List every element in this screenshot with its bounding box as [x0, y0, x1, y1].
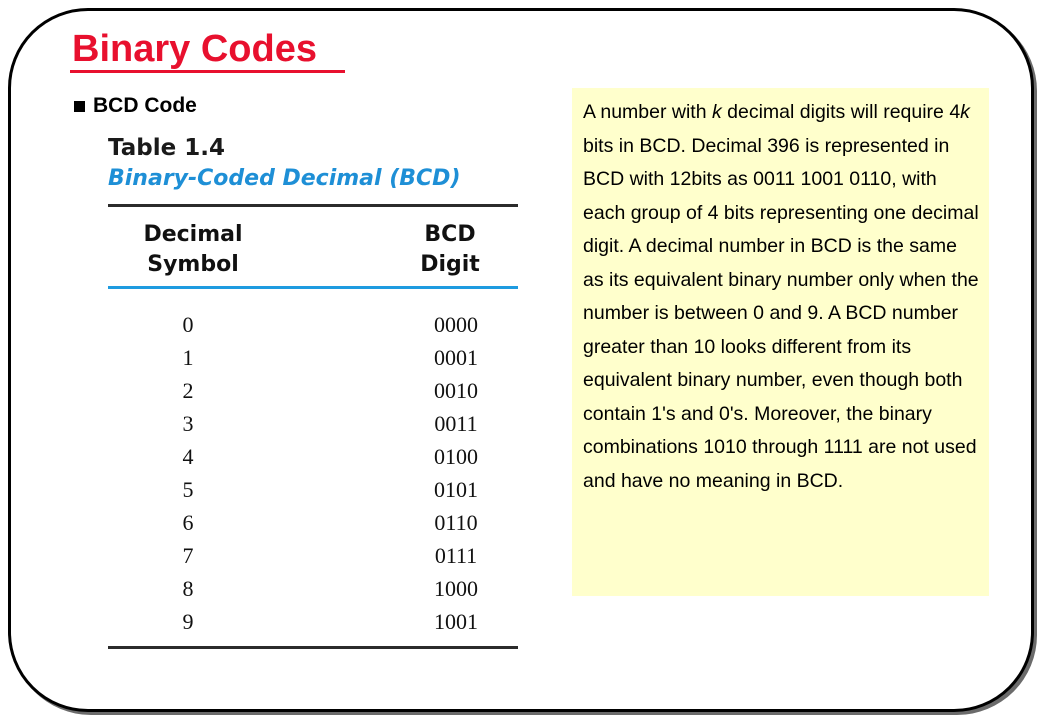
- decimal-cell: 5: [182, 477, 194, 502]
- bcd-cell: 0110: [434, 510, 478, 535]
- decimal-cell: 7: [182, 543, 194, 568]
- table-row: [108, 473, 518, 506]
- table-row: [108, 341, 518, 374]
- decimal-cell: 8: [182, 576, 194, 601]
- explanation-part-1: A number with: [583, 101, 712, 123]
- table-header-rule: [108, 286, 518, 289]
- header-decimal-line2: Symbol: [147, 252, 239, 277]
- explanation-box: [572, 88, 989, 596]
- bcd-cell: 0101: [434, 477, 478, 502]
- decimal-cell: 1: [182, 345, 194, 370]
- variable-k: k: [960, 101, 970, 123]
- table-top-rule: [108, 204, 518, 207]
- table-body: [108, 308, 518, 638]
- table-row: [108, 572, 518, 605]
- header-bcd-line2: Digit: [420, 252, 480, 277]
- table-bottom-rule: [108, 646, 518, 649]
- bcd-cell: 0111: [434, 543, 478, 568]
- decimal-cell: 3: [182, 411, 194, 436]
- decimal-cell: 6: [182, 510, 194, 535]
- table-row: [108, 605, 518, 638]
- bullet-item: [74, 94, 197, 118]
- bcd-cell: 0011: [434, 411, 478, 436]
- table-row: [108, 440, 518, 473]
- table-title: Binary-Coded Decimal (BCD): [108, 166, 461, 191]
- bcd-cell: 0000: [434, 312, 478, 337]
- header-decimal-line1: Decimal: [143, 222, 243, 247]
- decimal-cell: 4: [182, 444, 194, 469]
- table-row: [108, 506, 518, 539]
- table-row: [108, 308, 518, 341]
- bullet-text: BCD Code: [93, 94, 197, 117]
- explanation-part-2: decimal digits will require 4: [721, 101, 961, 123]
- bcd-cell: 0001: [434, 345, 478, 370]
- explanation-text: [583, 96, 979, 498]
- table-label: Table 1.4: [108, 135, 225, 161]
- decimal-cell: 9: [182, 609, 194, 634]
- table-row: [108, 539, 518, 572]
- bcd-cell: 1000: [434, 576, 478, 601]
- bullet-square-icon: [74, 101, 85, 112]
- header-bcd-digit: [400, 220, 500, 280]
- bcd-cell: 0010: [434, 378, 478, 403]
- table-row: [108, 374, 518, 407]
- bcd-cell: 1001: [434, 609, 478, 634]
- header-decimal-symbol: [128, 220, 258, 280]
- table-row: [108, 407, 518, 440]
- decimal-cell: 2: [182, 378, 194, 403]
- slide-title: Binary Codes: [72, 28, 317, 70]
- header-bcd-line1: BCD: [424, 222, 476, 247]
- variable-k: k: [711, 101, 722, 123]
- explanation-part-3: bits in BCD. Decimal 396 is represented in BCD with 12bits as 0011 1001 0110, with each group of 4 bits representing one decimal digit. A decimal number in BCD is the same as its equivalent binary number only when the number is between 0 and 9. A BCD number greater than 10 looks different from its equivalent binary number, even though both contain 1's and 0's. Moreover, the binary combinations 1010 through 1111 are not used and have no meaning in BCD.: [583, 134, 979, 492]
- bcd-cell: 0100: [434, 444, 478, 469]
- title-underline: [70, 70, 345, 73]
- decimal-cell: 0: [182, 312, 194, 337]
